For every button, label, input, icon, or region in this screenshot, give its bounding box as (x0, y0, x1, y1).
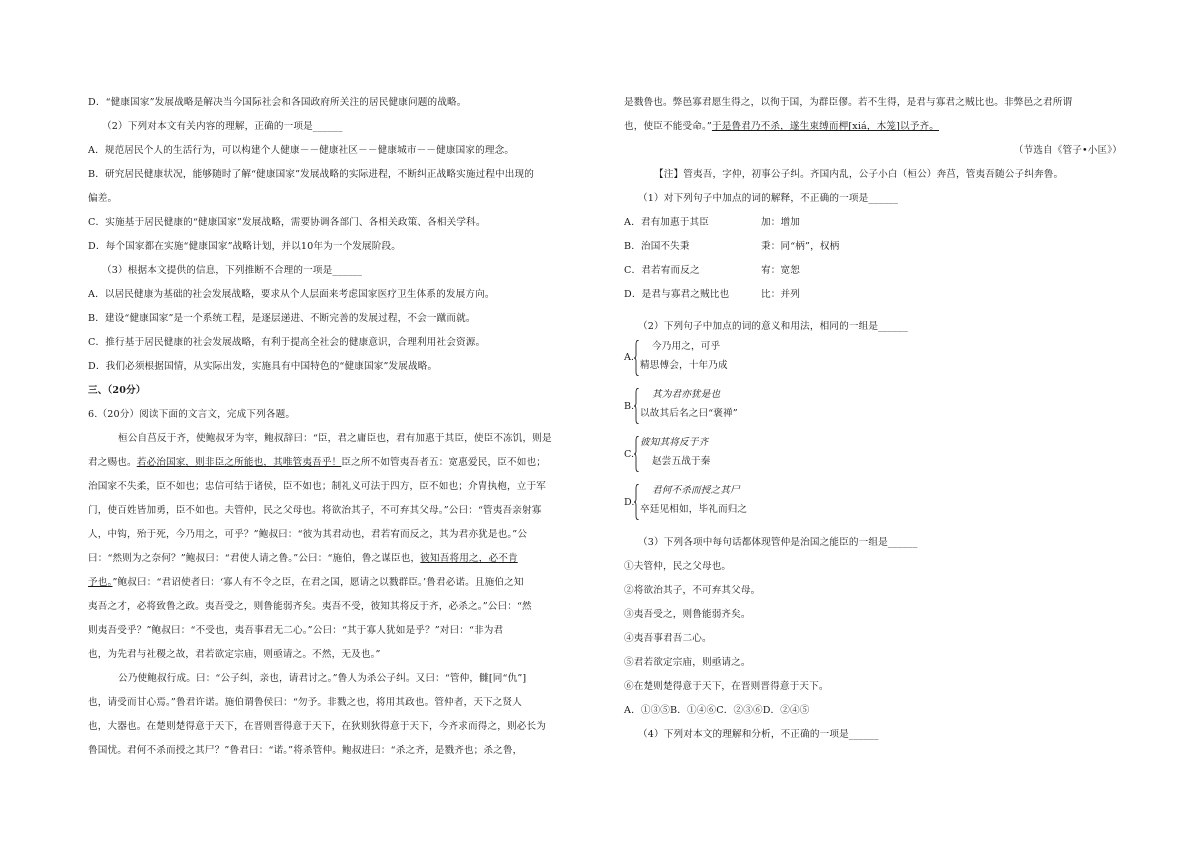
q5-2-option-b: B．研究居民健康状况，能够随时了解“健康国家”发展战略的实际进程，不断纠正战略实施过程中出现的 (88, 169, 535, 180)
passage-line: 则夷吾受乎？”鲍叔曰：“不受也，夷吾事君无二心。”公曰：“其于寡人犹如是乎？”对曰：“非为君 (88, 625, 504, 636)
q5-3-option-d: D．我们必须根据国情，从实际出发，实施具有中国特色的“健康国家”发展战略。 (88, 361, 438, 372)
passage-line (88, 576, 524, 590)
q2-stem: （2）下列句子中加点的词的意义和用法，相同的一组是______ (638, 321, 908, 332)
q2-option-top: 其为君亦犹是也 (652, 389, 721, 400)
q2-option-d (624, 482, 824, 522)
q1-option-c (624, 264, 800, 278)
q2-option-bottom: 以故其后名之曰“褒禅” (640, 408, 738, 419)
q5-3-option-a: A．以居民健康为基础的社会发展战略，要求从个人层面来考虑国家医疗卫生体系的发展方向。 (88, 289, 495, 300)
q2-option-c (624, 434, 824, 474)
q2-option-top: 彼知其将反于齐 (640, 437, 709, 448)
passage-line: 门，使百姓皆加勇，臣不如也。夫管仲，民之父母也。将欲治其子，不可弃其父母。”公曰：“管夷吾亲射寡 (88, 505, 542, 516)
q5-2-option-a: A．规范居民个人的生活行为，可以构建个人健康－－健康社区－－健康城市－－健康国家的理念。 (88, 145, 515, 156)
passage-line (88, 456, 546, 470)
annotation-note: 【注】管夷吾，字仲，初事公子纠。齐国内乱，公子小白（桓公）奔莒，管夷吾随公子纠奔鲁。 (654, 169, 1064, 180)
q2-option-bottom: 赵尝五战于秦 (652, 456, 711, 467)
q1-gloss: 加：增加 (761, 217, 800, 228)
q5-2-stem: （2）下列对本文有关内容的理解，正确的一项是______ (102, 121, 343, 132)
q5-3-option-c: C．推行基于居民健康的社会发展战略，有利于提高全社会的健康意识，合理利用社会资源。 (88, 337, 486, 348)
q2-option-top: 君何不杀而授之其尸 (652, 485, 740, 496)
passage-line: 公乃使鲍叔行成。曰：“公子纠，亲也，请君讨之。”鲁人为杀公子纠。又曰：“管仲，雠[同“仇”] (118, 673, 527, 684)
passage-line: 是戮鲁也。弊邑寡君愿生得之，以徇于国，为群臣僇。若不生得，是君与寡君之贼比也。非弊邑之君所谓 (624, 97, 1073, 108)
q2-option-bottom: 精思傅会，十年乃成 (640, 360, 728, 371)
passage-line: 鲁国忧。君何不杀而授之其尸？”鲁君曰：“诺。”将杀管仲。鲍叔进曰：“杀之齐，是戮齐也；杀之鲁， (88, 745, 523, 756)
passage-line: 也，请受而甘心焉。”鲁君许诺。施伯谓鲁侯曰：“勿予。非戮之也，将用其政也。管仲者，天下之贤人 (88, 697, 523, 708)
q5-2-option-d: D．每个国家都在实施“健康国家”战略计划，并以10年为一个发展阶段。 (88, 241, 402, 252)
passage-line (88, 552, 518, 566)
q5-2-option-c: C．实施基于居民健康的“健康国家”发展战略，需要协调各部门、各相关政策、各相关学科。 (88, 217, 486, 228)
q1-gloss: 秉：同“柄”，权柄 (761, 241, 840, 252)
q2-option-top: 今乃用之，可乎 (652, 341, 721, 352)
q2-option-letter: A. (624, 352, 634, 363)
passage-text: 君之赐也。 (88, 457, 137, 468)
q2-option-a (624, 338, 824, 378)
passage-text: 臣之所不如管夷吾者五：宽惠爱民，臣不如也； (341, 457, 546, 468)
q1-option-a (624, 216, 800, 230)
q3-answer-options: A．①③⑤B．①④⑥C．②③⑥D．②④⑤ (624, 705, 810, 716)
passage-text: 曰：“然则为之奈何？”鲍叔曰：“君使人请之鲁。”公曰：“施伯，鲁之谋臣也， (88, 553, 421, 564)
q1-sentence: D．是君与寡君之贼比也 (624, 289, 730, 300)
passage-text: ”鲍叔曰：“君诏使者曰：‘寡人有不令之臣，在君之国，愿请之以戮群臣。’鲁君必诺。且施伯之知 (112, 577, 524, 588)
q2-option-bottom: 卒廷见相如，毕礼而归之 (640, 504, 748, 515)
q5-3-option-b: B．建设“健康国家”是一个系统工程，是逐层递进、不断完善的发展过程，不会一蹴而就。 (88, 313, 476, 324)
q2-option-letter: C. (624, 449, 635, 460)
q1-sentence: C．君若宥而反之 (624, 265, 700, 276)
source-citation: （节选自《管子•小匡》） (1013, 145, 1122, 156)
underlined-sentence: 彼知吾将用之，必不肯 (420, 553, 518, 564)
q3-item: ①夫管仲，民之父母也。 (624, 561, 732, 572)
q5-3-stem: （3）根据本文提供的信息，下列推断不合理的一项是______ (102, 265, 363, 276)
q3-stem: （3）下列各项中每句话都体现管仲是治国之能臣的一组是______ (638, 537, 918, 548)
passage-line: 也，为先君与社稷之故，君若欲定宗庙，则亟请之。不然，无及也。” (88, 649, 381, 660)
underlined-sentence: 予也。 (88, 577, 113, 588)
q3-item: ④夷吾事君吾二心。 (624, 633, 712, 644)
q1-option-d (624, 288, 800, 302)
q1-gloss: 宥：宽恕 (761, 265, 800, 276)
passage-line: 夷吾之才，必将致鲁之政。夷吾受之，则鲁能弱齐矣。夷吾不受，彼知其将反于齐，必杀之。”公曰：“然 (88, 601, 532, 612)
q1-gloss: 比：并列 (761, 289, 800, 300)
section-heading: 三、（20分） (88, 385, 146, 396)
passage-line: 治国家不失柔，臣不如也；忠信可结于诸侯，臣不如也；制礼义可法于四方，臣不如也；介胄执枹，立于军 (88, 481, 546, 492)
underlined-sentence: 于是鲁君乃不杀，遂生束缚而柙[xiá，木笼]以予齐。 (711, 121, 940, 132)
q3-item: ③夷吾受之，则鲁能弱齐矣。 (624, 609, 751, 620)
q2-option-b (624, 386, 824, 426)
q3-item: ⑥在楚则楚得意于天下，在晋则晋得意于天下。 (624, 681, 829, 692)
q3-item: ⑤君若欲定宗庙，则亟请之。 (624, 657, 751, 668)
q1-option-b (624, 240, 840, 254)
q3-item: ②将欲治其子，不可弃其父母。 (624, 585, 761, 596)
passage-line: 也，大器也。在楚则楚得意于天下，在晋则晋得意于天下，在狄则狄得意于天下，今齐求而得之，则必长为 (88, 721, 546, 732)
q1-sentence: B．治国不失秉 (624, 241, 690, 252)
q2-option-letter: D. (624, 497, 635, 508)
q1-sentence: A．君有加惠于其臣 (624, 217, 710, 228)
passage-line (624, 120, 939, 134)
q5-2-option-b-cont: 偏差。 (88, 193, 118, 204)
q2-option-letter: B. (624, 401, 635, 412)
q4-stem: （4）下列对本文的理解和分析，不正确的一项是______ (638, 729, 879, 740)
q1-stem: （1）对下列句子中加点的词的解释，不正确的一项是______ (638, 193, 899, 204)
q5-option-d: D．“健康国家”发展战略是解决当今国际社会和各国政府所关注的居民健康问题的战略。 (88, 97, 467, 108)
q6-stem: 6.（20分）阅读下面的文言文，完成下列各题。 (88, 409, 296, 420)
passage-line: 人，中钩，殆于死，今乃用之，可乎？”鲍叔曰：“彼为其君动也，君若宥而反之，其为君亦犹是也。”公 (88, 529, 528, 540)
passage-line: 桓公自莒反于齐，使鲍叔牙为宰，鲍叔辞曰：“臣，君之庸臣也，君有加惠于其臣，使臣不冻饥，则是 (118, 433, 552, 444)
passage-text: 也，使臣不能受命。” (624, 121, 712, 132)
underlined-sentence: 若必治国家，则非臣之所能也，其唯管夷吾乎！ (136, 457, 342, 468)
